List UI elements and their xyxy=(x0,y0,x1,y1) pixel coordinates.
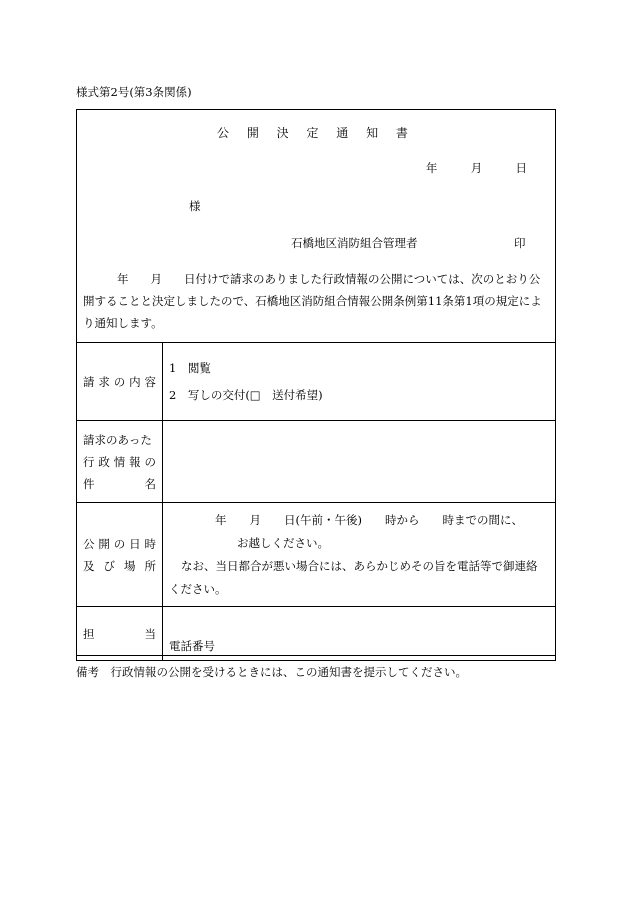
addressee: 様 xyxy=(189,199,201,213)
form-number: 様式第2号(第3条関係) xyxy=(76,85,192,99)
table-row xyxy=(77,343,556,421)
date-line xyxy=(426,160,527,176)
body-month: 月 xyxy=(150,272,162,286)
body-line2: 開することと決定しましたので、石橋地区消防組合情報公開条例第11条第1項の規定によ xyxy=(83,294,542,308)
notice-frame xyxy=(76,109,556,656)
info-subject-label: 請求のあった 行 政 情 報 の 件 名 xyxy=(77,421,163,503)
date-month: 月 xyxy=(470,161,483,175)
seal-mark: 印 xyxy=(514,236,526,250)
notice-body xyxy=(83,268,549,334)
sender-name: 石橋地区消防組合管理者 xyxy=(291,236,418,250)
request-item-browse: 1 閲覧 xyxy=(169,360,211,375)
request-item-copy: 2 写しの交付(□ 送付希望) xyxy=(169,387,323,402)
disclosure-note-line-end: ください。 xyxy=(169,581,227,596)
body-line3: り通知します。 xyxy=(83,316,163,330)
disclosure-datetime-line: 年 月 日(午前・午後) 時から 時までの間に、 xyxy=(215,512,523,527)
table-row xyxy=(77,503,556,607)
date-day: 日 xyxy=(515,161,527,175)
info-subject-value xyxy=(163,421,556,503)
date-year: 年 xyxy=(425,161,438,175)
disclosure-time-place-value xyxy=(163,503,556,607)
body-year: 年 xyxy=(117,272,129,286)
request-content-label: 請 求 の 内 容 xyxy=(77,343,163,421)
page-title: 公 開 決 定 通 知 書 xyxy=(217,126,415,140)
notice-table xyxy=(76,342,556,661)
body-line1: 日付けで請求のありました行政情報の公開については、次のとおり公 xyxy=(184,272,541,286)
table-row xyxy=(77,607,556,661)
person-in-charge-value xyxy=(163,607,556,661)
phone-number-label: 電話番号 xyxy=(169,639,215,653)
person-in-charge-label: 担 当 xyxy=(77,607,163,661)
request-content-value xyxy=(163,343,556,421)
disclosure-visit-line: お越しください。 xyxy=(237,535,329,550)
disclosure-time-place-label: 公 開 の 日 時 及 び 場 所 xyxy=(77,503,163,607)
table-row xyxy=(77,421,556,503)
disclosure-note-line: なお、当日都合が悪い場合には、あらかじめその旨を電話等で御連絡 xyxy=(181,558,538,573)
remark-note: 備考 行政情報の公開を受けるときには、この通知書を提示してください。 xyxy=(76,665,467,679)
